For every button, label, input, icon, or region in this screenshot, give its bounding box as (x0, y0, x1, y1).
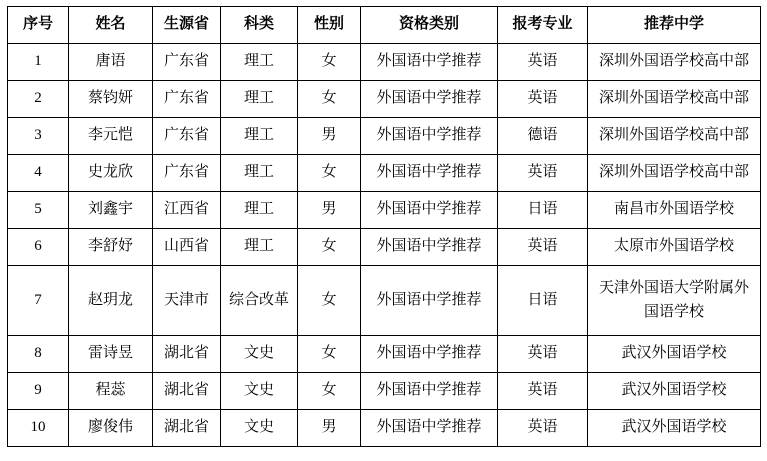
cell-province: 江西省 (153, 192, 221, 229)
table-row (8, 118, 761, 155)
cell-no: 4 (8, 155, 69, 192)
cell-school: 深圳外国语学校高中部 (588, 155, 761, 192)
cell-no: 8 (8, 336, 69, 373)
cell-major: 英语 (498, 81, 588, 118)
header-cell-no: 序号 (8, 7, 69, 44)
cell-qualification: 外国语中学推荐 (361, 192, 498, 229)
cell-major: 英语 (498, 229, 588, 266)
cell-name: 赵玥龙 (69, 266, 153, 336)
cell-school: 武汉外国语学校 (588, 336, 761, 373)
header-cell-major: 报考专业 (498, 7, 588, 44)
cell-qualification: 外国语中学推荐 (361, 44, 498, 81)
cell-subject-category: 理工 (221, 44, 298, 81)
header-cell-name: 姓名 (69, 7, 153, 44)
cell-no: 6 (8, 229, 69, 266)
cell-name: 廖俊伟 (69, 410, 153, 447)
cell-major: 英语 (498, 373, 588, 410)
cell-gender: 女 (298, 373, 361, 410)
cell-subject-category: 综合改革 (221, 266, 298, 336)
cell-qualification: 外国语中学推荐 (361, 336, 498, 373)
cell-name: 雷诗昱 (69, 336, 153, 373)
cell-major: 英语 (498, 155, 588, 192)
cell-qualification: 外国语中学推荐 (361, 410, 498, 447)
cell-gender: 女 (298, 266, 361, 336)
cell-qualification: 外国语中学推荐 (361, 155, 498, 192)
cell-major: 日语 (498, 266, 588, 336)
cell-no: 7 (8, 266, 69, 336)
cell-gender: 女 (298, 81, 361, 118)
cell-qualification: 外国语中学推荐 (361, 118, 498, 155)
cell-subject-category: 文史 (221, 336, 298, 373)
cell-subject-category: 文史 (221, 410, 298, 447)
cell-school: 深圳外国语学校高中部 (588, 81, 761, 118)
cell-province: 天津市 (153, 266, 221, 336)
table-header-row (8, 7, 761, 44)
header-cell-school: 推荐中学 (588, 7, 761, 44)
cell-school: 深圳外国语学校高中部 (588, 44, 761, 81)
cell-no: 9 (8, 373, 69, 410)
cell-gender: 女 (298, 229, 361, 266)
table-row (8, 155, 761, 192)
cell-name: 刘鑫宇 (69, 192, 153, 229)
cell-subject-category: 理工 (221, 81, 298, 118)
cell-province: 湖北省 (153, 336, 221, 373)
cell-subject-category: 理工 (221, 192, 298, 229)
cell-gender: 女 (298, 336, 361, 373)
cell-qualification: 外国语中学推荐 (361, 266, 498, 336)
cell-no: 2 (8, 81, 69, 118)
cell-name: 唐语 (69, 44, 153, 81)
cell-school: 武汉外国语学校 (588, 373, 761, 410)
cell-name: 李元恺 (69, 118, 153, 155)
cell-school: 南昌市外国语学校 (588, 192, 761, 229)
cell-major: 德语 (498, 118, 588, 155)
cell-qualification: 外国语中学推荐 (361, 229, 498, 266)
cell-subject-category: 文史 (221, 373, 298, 410)
table-row (8, 336, 761, 373)
cell-province: 湖北省 (153, 410, 221, 447)
cell-name: 蔡钧妍 (69, 81, 153, 118)
cell-province: 广东省 (153, 81, 221, 118)
header-cell-subject-category: 科类 (221, 7, 298, 44)
cell-province: 广东省 (153, 155, 221, 192)
table-row (8, 81, 761, 118)
cell-major: 日语 (498, 192, 588, 229)
cell-school: 天津外国语大学附属外国语学校 (588, 266, 761, 336)
cell-province: 广东省 (153, 118, 221, 155)
header-cell-qualification: 资格类别 (361, 7, 498, 44)
cell-subject-category: 理工 (221, 229, 298, 266)
table-row (8, 44, 761, 81)
cell-gender: 男 (298, 118, 361, 155)
cell-province: 湖北省 (153, 373, 221, 410)
cell-major: 英语 (498, 336, 588, 373)
cell-gender: 男 (298, 192, 361, 229)
cell-province: 山西省 (153, 229, 221, 266)
header-cell-gender: 性别 (298, 7, 361, 44)
recommended-students-table (7, 6, 761, 447)
cell-gender: 女 (298, 44, 361, 81)
cell-school: 深圳外国语学校高中部 (588, 118, 761, 155)
cell-gender: 男 (298, 410, 361, 447)
cell-name: 程蕊 (69, 373, 153, 410)
cell-province: 广东省 (153, 44, 221, 81)
cell-no: 3 (8, 118, 69, 155)
table-row (8, 266, 761, 336)
table-row (8, 373, 761, 410)
cell-no: 10 (8, 410, 69, 447)
cell-no: 5 (8, 192, 69, 229)
cell-gender: 女 (298, 155, 361, 192)
table-row (8, 229, 761, 266)
cell-name: 史龙欣 (69, 155, 153, 192)
cell-subject-category: 理工 (221, 155, 298, 192)
cell-major: 英语 (498, 410, 588, 447)
cell-school: 太原市外国语学校 (588, 229, 761, 266)
table-row (8, 192, 761, 229)
cell-school: 武汉外国语学校 (588, 410, 761, 447)
cell-no: 1 (8, 44, 69, 81)
header-cell-province: 生源省 (153, 7, 221, 44)
table-row (8, 410, 761, 447)
cell-subject-category: 理工 (221, 118, 298, 155)
cell-qualification: 外国语中学推荐 (361, 373, 498, 410)
cell-major: 英语 (498, 44, 588, 81)
cell-qualification: 外国语中学推荐 (361, 81, 498, 118)
cell-name: 李舒妤 (69, 229, 153, 266)
